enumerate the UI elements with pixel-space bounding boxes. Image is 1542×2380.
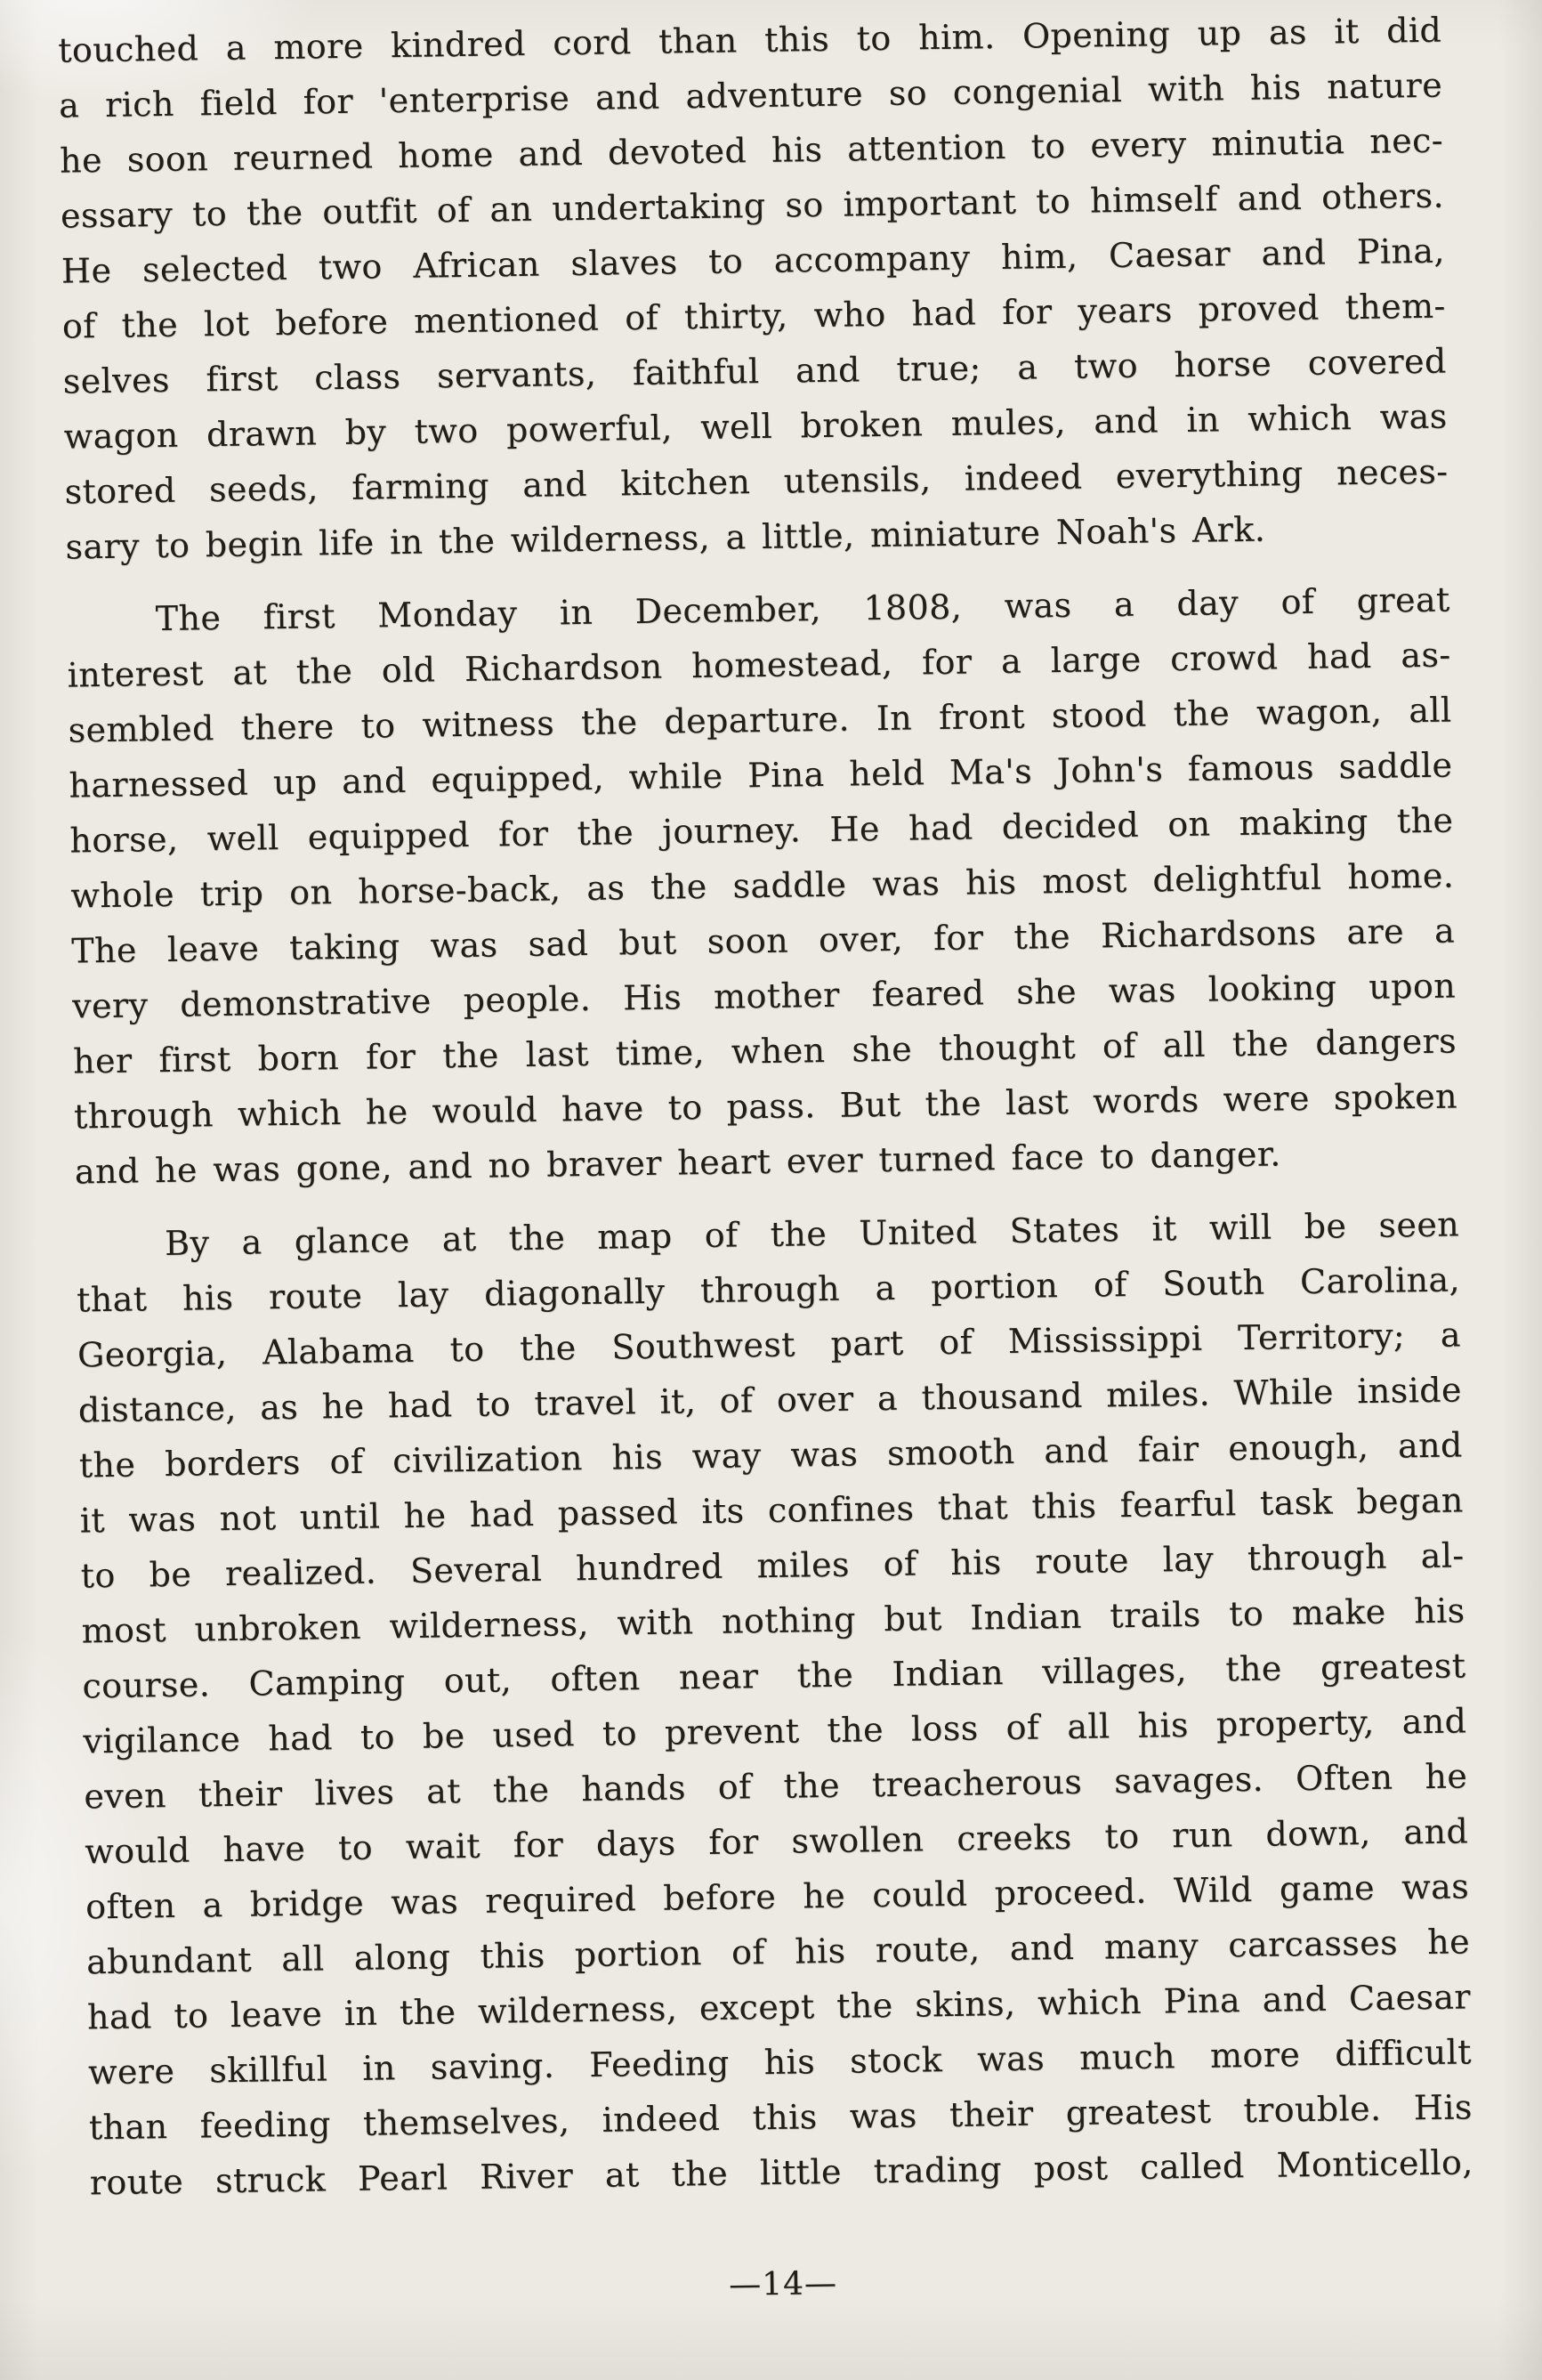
text-line: vigilance had to be used to prevent the loss of all his property, and [83, 1701, 1467, 1761]
text-line: sembled there to witness the departure. In front stood the wagon, all [68, 690, 1452, 750]
text-line: and he was gone, and no braver heart ever turned face to danger. [74, 1134, 1281, 1192]
text-line: he soon reurned home and devoted his attention to every minutia nec- [59, 120, 1444, 181]
text-line: had to leave in the wilderness, except the skins, which Pina and Caesar [86, 1977, 1472, 2037]
page-text-block [58, 3, 1475, 2323]
text-line: stored seeds, farming and kitchen utensils, indeed everything neces- [64, 451, 1449, 512]
page-number: —14— [728, 2264, 838, 2303]
text-line: it was not until he had passed its confines that this fearful task began [79, 1480, 1464, 1541]
text-line: even their lives at the hands of the treacherous savages. Often he [84, 1756, 1468, 1817]
text-line: through which he would have to pass. But the last words were spoken [73, 1076, 1458, 1137]
text-line: her first born for the last time, when she thought of all the dangers [72, 1021, 1457, 1081]
text-line: horse, well equipped for the journey. He had decided on making the [69, 800, 1454, 861]
text-line: to be realized. Several hundred miles of his route lay through al- [80, 1535, 1465, 1596]
text-line: distance, as he had to travel it, of over a thousand miles. While inside [77, 1370, 1463, 1430]
text-line: very demonstrative people. His mother feared she was looking upon [71, 966, 1457, 1026]
text-line: wagon drawn by two powerful, well broken mules, and in which was [63, 396, 1448, 457]
text-line: would have to wait for days for swollen creeks to run down, and [84, 1811, 1469, 1872]
text-line: The first Monday in December, 1808, was a day of great [155, 579, 1450, 639]
text-line: sary to begin life in the wilderness, a little, miniature Noah's Ark. [65, 509, 1266, 567]
text-line: abundant all along this portion of his route, and many carcasses he [85, 1922, 1471, 1982]
text-line: interest at the old Richardson homestead, for a large crowd had as- [67, 635, 1451, 695]
paragraph-2 [66, 572, 1458, 1200]
text-line: Georgia, Alabama to the Southwest part of Mississippi Territory; a [77, 1315, 1462, 1375]
text-line: most unbroken wilderness, with nothing but Indian trails to make his [81, 1591, 1465, 1651]
text-line: than feeding themselves, indeed this was their greatest trouble. His [88, 2087, 1473, 2148]
text-line: selves first class servants, faithful and true; a two horse covered [62, 341, 1447, 401]
text-line: that his route lay diagonally through a portion of South Carolina, [76, 1259, 1461, 1320]
text-line: By a glance at the map of the United States it will be seen [164, 1204, 1460, 1264]
text-line: the borders of civilization his way was smooth and fair enough, and [78, 1425, 1464, 1485]
text-line: He selected two African slaves to accompany him, Caesar and Pina, [61, 231, 1446, 291]
paragraph-3 [76, 1196, 1473, 2210]
text-line: harnessed up and equipped, while Pina held Ma's John's famous saddle [69, 745, 1453, 805]
text-line: route struck Pearl River at the little trading post called Monticello, [89, 2142, 1473, 2203]
text-line: touched a more kindred cord than this to him. Opening up as it did [57, 10, 1442, 70]
text-line: course. Camping out, often near the Indian villages, the greatest [82, 1646, 1466, 1706]
text-line: often a bridge was required before he could proceed. Wild game was [85, 1866, 1470, 1927]
paragraph-1 [58, 3, 1449, 575]
text-line: The leave taking was sad but soon over, for the Richardsons are a [70, 911, 1456, 971]
text-line: a rich field for 'enterprise and adventure so congenial with his nature [58, 65, 1443, 125]
text-line: of the lot before mentioned of thirty, who had for years proved them- [61, 286, 1447, 346]
text-line: were skillful in saving. Feeding his stock was much more difficult [87, 2032, 1473, 2093]
text-line: essary to the outfit of an undertaking so important to himself and others. [60, 175, 1445, 236]
text-line: whole trip on horse-back, as the saddle was his most delightful home. [70, 855, 1455, 916]
